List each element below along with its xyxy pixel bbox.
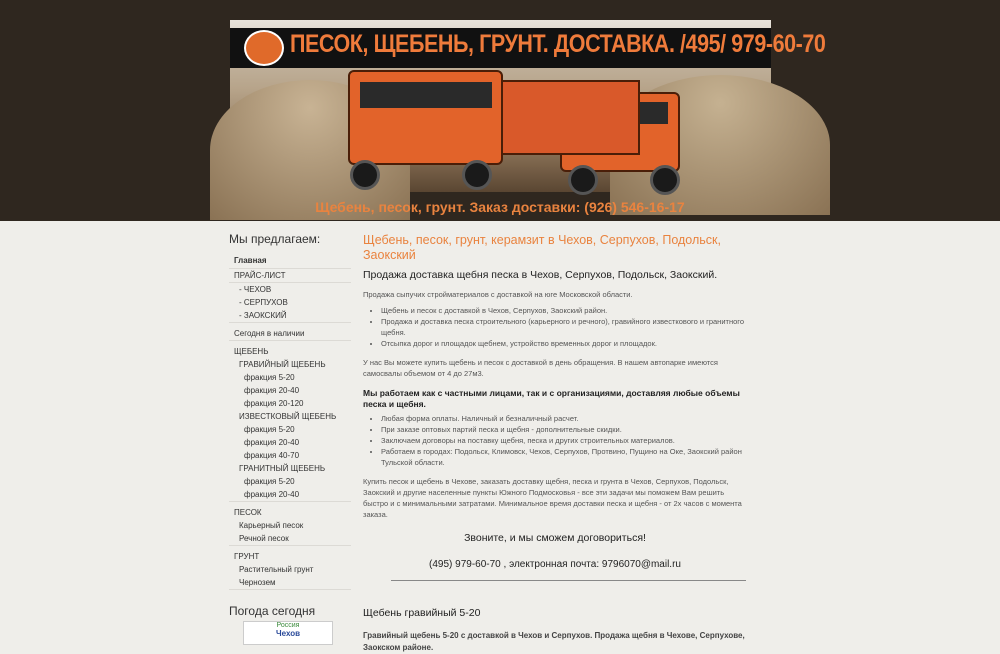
page-title: Щебень, песок, грунт, керамзит в Чехов, Серпухов, Подольск, Заокский (363, 233, 721, 262)
list-item: • Щебень и песок с доставкой в Чехов, Серпухов, Заокский район. (381, 305, 747, 316)
wheel (462, 160, 492, 190)
wheel (568, 165, 598, 195)
sidebar-item-chekhov[interactable]: - ЧЕХОВ (239, 285, 272, 294)
sidebar-item-fraction[interactable]: фракция 20-40 (244, 386, 300, 395)
contact-info[interactable]: (495) 979-60-70 , электронная почта: 9796070@mail.ru (429, 559, 681, 570)
section-title: Щебень гравийный 5-20 (363, 607, 481, 619)
summary-text: Купить песок и щебень в Чехове, заказать доставку щебня, песка и грунта в Чехов, Серпухов, Подольск, Заокский и другие населенные пункты Южного Подмосковья - все эти задачи мы поможем Вам решить быстро и с минимальными затратами. Минимальное время доставки песка и щебня - от 2х часов с момента заказа. (363, 477, 742, 519)
list-item: • Работаем в городах: Подольск, Климовск, Чехов, Серпухов, Протвино, Пущино на Оке, Заокский район Тульской области. (381, 446, 747, 468)
sidebar-item-soil[interactable]: ГРУНТ (234, 552, 260, 561)
sidebar-title: Мы предлагаем: (229, 232, 321, 246)
main-content (363, 233, 747, 654)
header-banner (230, 20, 826, 192)
list-item: • Продажа и доставка песка строительного (карьерного и речного), гравийного известкового и гранитного щебня. (381, 316, 747, 338)
wheel (350, 160, 380, 190)
weather-country: Россия (276, 622, 300, 629)
sidebar-item-granite[interactable]: ГРАНИТНЫЙ ЩЕБЕНЬ (239, 464, 326, 473)
clients-text: Мы работаем как с частными лицами, так и с организациями, доставляя любые объемы песка и щебня. (363, 388, 740, 409)
sidebar-item-fraction[interactable]: фракция 5-20 (244, 477, 295, 486)
weather-title: Погода сегодня (229, 604, 316, 618)
sidebar-item-home[interactable]: Главная (229, 253, 351, 269)
sidebar-item-fraction[interactable]: фракция 5-20 (244, 425, 295, 434)
sidebar-item-crushed-stone[interactable]: ЩЕБЕНЬ (234, 347, 269, 356)
sidebar-item-fraction[interactable]: фракция 20-120 (244, 399, 304, 408)
sidebar-item-fraction[interactable]: фракция 5-20 (244, 373, 295, 382)
sidebar-item-black-soil[interactable]: Чернозем (229, 576, 351, 590)
list-item: • Отсыпка дорог и площадок щебнем, устройство временных дорог и площадок. (381, 338, 747, 349)
divider (391, 580, 746, 581)
fleet-text: У нас Вы можете купить щебень и песок с доставкой в день обращения. В нашем автопарке имеются самосвалы объемом от 4 до 27м3. (363, 358, 718, 378)
list-item: • Любая форма оплаты. Наличный и безналичный расчет. (381, 413, 747, 424)
sidebar-item-fraction[interactable]: фракция 40-70 (244, 451, 300, 460)
call-to-action: Звоните, и мы сможем договориться! (464, 532, 646, 544)
intro-text: Продажа сыпучих стройматериалов с доставкой на юге Московской области. (363, 290, 633, 299)
sidebar-item-quarry-sand[interactable]: Карьерный песок (239, 521, 304, 530)
weather-city: Чехов (275, 629, 301, 638)
sidebar-item-fraction[interactable]: фракция 20-40 (244, 438, 300, 447)
banner-title: ПЕСОК, ЩЕБЕНЬ, ГРУНТ. ДОСТАВКА. /495/ 979-60-70 (290, 30, 826, 58)
truck-logo-icon (244, 30, 284, 66)
page-subtitle: Продажа доставка щебня песка в Чехов, Серпухов, Подольск, Заокский. (363, 269, 718, 281)
list-item: • При заказе оптовых партий песка и щебня - дополнительные скидки. (381, 424, 747, 435)
sidebar-item-zaoksky[interactable]: - ЗАОКСКИЙ (229, 309, 351, 323)
section-intro: Гравийный щебень 5-20 с доставкой в Чехов и Серпухов. Продажа щебня в Чехове, Серпухове, Заокском районе. (363, 631, 745, 652)
services-list (381, 305, 747, 349)
terms-list (381, 413, 747, 468)
weather-widget[interactable] (243, 621, 333, 645)
sidebar-item-fraction[interactable]: фракция 20-40 (229, 488, 351, 502)
site-header (0, 0, 1000, 221)
list-item: • Заключаем договоры на поставку щебня, песка и других строительных материалов. (381, 435, 747, 446)
sidebar-item-price-list[interactable]: ПРАЙС-ЛИСТ (229, 269, 351, 283)
sidebar-item-vegetable-soil[interactable]: Растительный грунт (239, 565, 314, 574)
wheel (650, 165, 680, 195)
sidebar-item-serpukhov[interactable]: - СЕРПУХОВ (239, 298, 288, 307)
sidebar-item-in-stock[interactable]: Сегодня в наличии (229, 327, 351, 341)
sidebar-item-sand[interactable]: ПЕСОК (234, 508, 262, 517)
sidebar-item-limestone[interactable]: ИЗВЕСТКОВЫЙ ЩЕБЕНЬ (239, 412, 337, 421)
sidebar-item-gravel-stone[interactable]: ГРАВИЙНЫЙ ЩЕБЕНЬ (239, 360, 326, 369)
sidebar-item-river-sand[interactable]: Речной песок (229, 532, 351, 546)
truck-cab-left (348, 70, 503, 165)
sidebar (229, 232, 351, 645)
truck-body (500, 80, 640, 155)
header-subtitle: Щебень, песок, грунт. Заказ доставки: (926) 546-16-17 (315, 199, 685, 215)
